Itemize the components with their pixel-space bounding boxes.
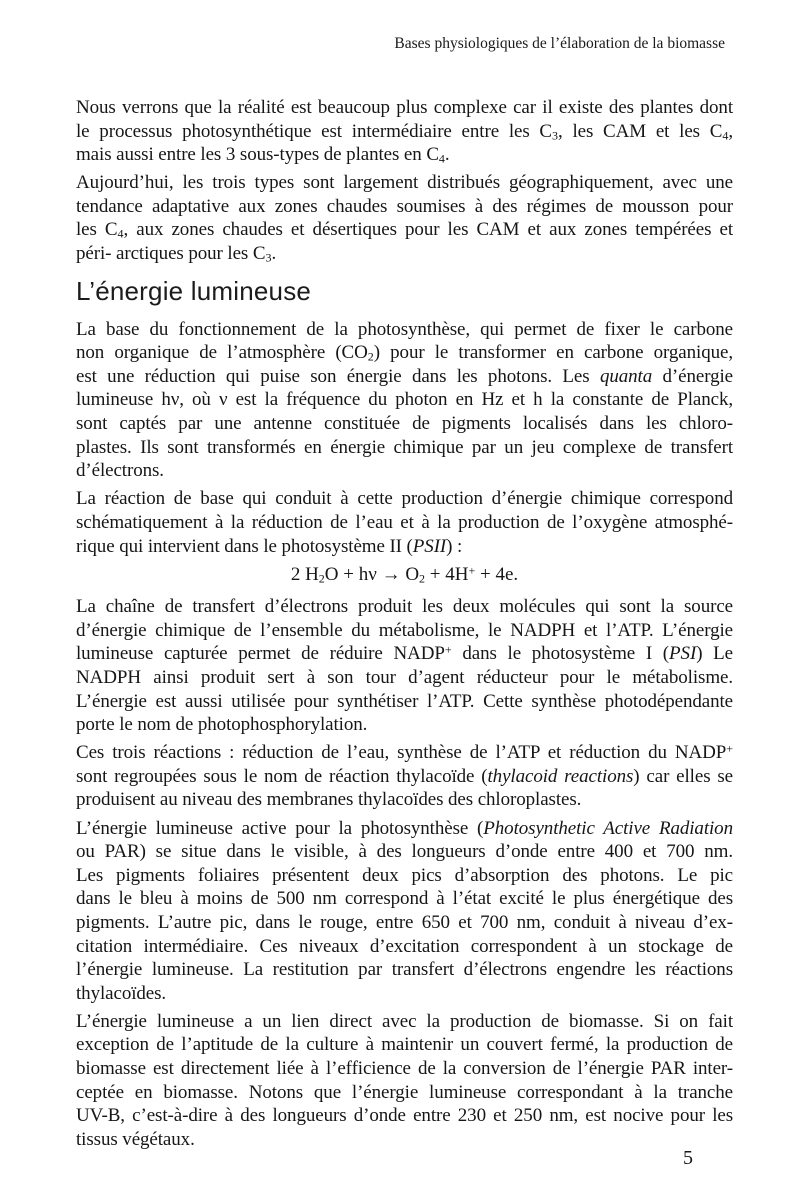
text-line: La réaction de base qui conduit à cette production d’énergie chimique correspond [76, 488, 733, 510]
text-line: est une réduction qui puise son énergie dans les photons. Les quanta d’énergie [76, 365, 733, 387]
text-line: Ces trois réactions : réduction de l’eau, synthèse de l’ATP et réduction du NADP+ [76, 741, 733, 764]
text-line: Les pigments foliaires présentent deux pics d’absorption des photons. Le pic [76, 864, 733, 886]
chemical-equation: 2 $H_2O + h\nu \to O_2 + 4H^+ + 4e$. [290, 563, 519, 586]
text-line: schématiquement à la réduction de l’eau et à la production de l’oxygène atmosphé- [76, 511, 733, 533]
text-line: exception de l’aptitude de la culture à maintenir un couvert fermé, la production de [76, 1034, 733, 1056]
paragraph-biomass-link [76, 1010, 733, 1152]
text-line: sont captés par une antenne constituée de pigments localisés dans les chloro- [76, 413, 733, 435]
text-line: produisent au niveau des membranes thylacoïdes des chloroplastes. [76, 789, 582, 811]
text-line: l’énergie lumineuse. La restitution par transfert d’électrons engendre les réactions [76, 959, 733, 981]
text-line: plastes. Ils sont transformés en énergie chimique par un jeu complexe de transfert [76, 436, 733, 458]
text-line: porte le nom de photophosphorylation. [76, 714, 368, 736]
section-heading: L’énergie lumineuse [76, 275, 312, 306]
text-line: La base du fonctionnement de la photosynthèse, qui permet de fixer le carbone [76, 318, 733, 340]
paragraph-photosynthesis-basis [76, 318, 733, 483]
text-line: mais aussi entre les 3 sous-types de plantes en $C_4$. [76, 144, 450, 166]
text-line: L’énergie est aussi utilisée pour synthétiser l’ATP. Cette synthèse photodépendante [76, 690, 733, 712]
text-line: pigments. L’autre pic, dans le rouge, entre 650 et 700 nm, conduit à niveau d’ex- [76, 911, 733, 933]
page-number: 5 [683, 1147, 693, 1169]
text-line: ceptée en biomasse. Notons que l’énergie lumineuse correspondant à la tranche [76, 1081, 733, 1103]
paragraph-par-spectrum [76, 817, 733, 1006]
text-line: ou PAR) se situe dans le visible, à des longueurs d’onde entre 400 et 700 nm. [76, 841, 733, 863]
text-line: tendance adaptative aux zones chaudes soumises à des régimes de mousson pour [76, 195, 733, 217]
text-line: citation intermédiaire. Ces niveaux d’excitation correspondent à un stockage de [76, 935, 733, 957]
paragraph-base-reaction [76, 487, 733, 558]
text-line: péri- arctiques pour les $C_3$. [76, 243, 277, 265]
text-line: d’énergie chimique de l’ensemble du métabolisme, le NADPH et l’ATP. L’énergie [76, 619, 733, 641]
paragraph-electron-transfer-chain [76, 595, 733, 737]
text-line: rique qui intervient dans le photosystème II (PSII) : [76, 535, 463, 557]
text-line: le processus photosynthétique est intermédiaire entre les $C_3$, les CAM et les $C_4$, [76, 120, 733, 143]
text-line: Nous verrons que la réalité est beaucoup plus complexe car il existe des plantes dont [76, 97, 733, 118]
text-line: dans le bleu à moins de 500 nm correspond à l’état excité le plus énergétique des [76, 888, 733, 910]
text-line: biomasse est directement liée à l’efficience de la conversion de l’énergie PAR inter- [76, 1057, 733, 1079]
text-line: lumineuse capturée permet de réduire NADP+ dans le photosystème I (PSI) Le [76, 642, 734, 665]
text-line: Aujourd’hui, les trois types sont largement distribués géographiquement, avec une [76, 172, 733, 194]
text-line: thylacoïdes. [76, 982, 167, 1004]
text-line: sont regroupées sous le nom de réaction thylacoïde (thylacoid reactions) car elles se [76, 765, 733, 787]
text-line: UV-B, c’est-à-dire à des longueurs d’onde entre 230 et 250 nm, est nocive pour les [76, 1105, 733, 1127]
paragraph-geographic-distribution [76, 171, 733, 265]
running-header: Bases physiologiques de l’élaboration de la biomasse [394, 35, 725, 52]
text-line: L’énergie lumineuse active pour la photosynthèse (Photosynthetic Active Radiation [76, 817, 733, 839]
text-line: La chaîne de transfert d’électrons produit les deux molécules qui sont la source [76, 596, 733, 618]
text-line: les $C_4$, aux zones chaudes et désertiques pour les CAM et aux zones tempérées et [76, 219, 733, 242]
text-line: L’énergie lumineuse a un lien direct avec la production de biomasse. Si on fait [76, 1010, 733, 1032]
paragraph-thylacoid-reactions [76, 741, 733, 812]
text-line: NADPH ainsi produit sert à son tour d’agent réducteur pour le métabolisme. [76, 666, 733, 688]
text-line: tissus végétaux. [76, 1128, 195, 1150]
text-line: lumineuse hν, où ν est la fréquence du photon en Hz et h la constante de Planck, [76, 389, 733, 411]
text-line: non organique de l’atmosphère $(CO_2)$ pour le transformer en carbone organique, [76, 342, 733, 364]
text-line: d’électrons. [76, 460, 164, 482]
paragraph-intro-complexity [76, 96, 733, 167]
